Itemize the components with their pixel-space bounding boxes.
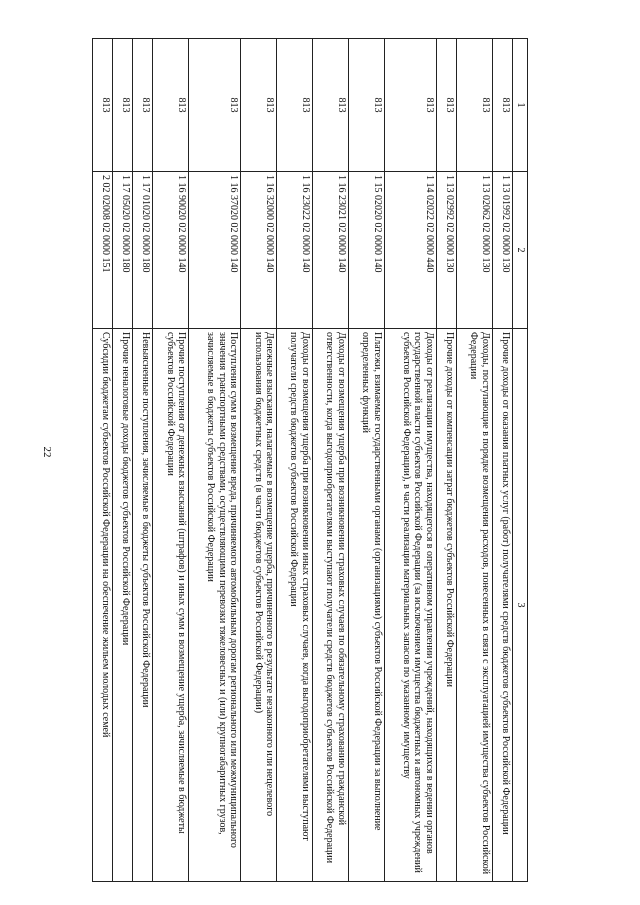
revenue-code-cell: 1 17 01020 02 0000 180 [133, 172, 153, 329]
revenue-name-cell: Доходы от возмещения ущерба при возникновении страховых случаев по обязательному страхованию гражданской ответственности, когда выгодоприобретателями выступают получатели средств бюджетов субъектов Российской Федерации [313, 329, 349, 882]
revenue-name-cell: Поступления сумм в возмещение вреда, причиняемого автомобильным дорогам регионального или межмуниципального значения транспортными средствами, осуществляющими перевозки тяжеловесных и (или) крупногабаритных грузов, зачисляемые в бюджеты субъектов Российской Федерации [189, 329, 241, 882]
revenue-code-cell: 1 16 37020 02 0000 140 [189, 172, 241, 329]
admin-code-cell: 813 [241, 39, 277, 172]
revenue-name-cell: Прочие поступления от денежных взысканий (штрафов) и иных сумм в возмещение ущерба, зачисляемые в бюджеты субъектов Российской Федерации [153, 329, 189, 882]
admin-code-cell: 813 [277, 39, 313, 172]
revenue-code-cell: 1 14 02022 02 0000 440 [385, 172, 437, 329]
admin-code-cell: 813 [436, 39, 456, 172]
revenue-code-cell: 1 16 90020 02 0000 140 [153, 172, 189, 329]
admin-code-cell: 813 [492, 39, 512, 172]
header-col-3: 3 [513, 329, 528, 882]
revenue-name-cell: Субсидии бюджетам субъектов Российской Федерации на обеспечение жильем молодых семей [93, 329, 113, 882]
revenue-code-cell: 1 17 05020 02 0000 180 [113, 172, 133, 329]
table-row [277, 39, 313, 882]
revenue-name-cell: Невыясненные поступления, зачисляемые в бюджеты субъектов Российской Федерации [133, 329, 153, 882]
admin-code-cell: 813 [133, 39, 153, 172]
admin-code-cell: 813 [189, 39, 241, 172]
revenue-code-cell: 1 16 23022 02 0000 140 [277, 172, 313, 329]
table-row [133, 39, 153, 882]
revenue-code-cell: 1 15 02020 02 0000 140 [349, 172, 385, 329]
admin-code-cell: 813 [349, 39, 385, 172]
table-row [153, 39, 189, 882]
revenue-code-cell: 1 16 32000 02 0000 140 [241, 172, 277, 329]
table-row [492, 39, 512, 882]
admin-code-cell: 813 [153, 39, 189, 172]
table-row [349, 39, 385, 882]
admin-code-cell: 813 [456, 39, 492, 172]
revenue-code-cell: 1 13 02062 02 0000 130 [456, 172, 492, 329]
page-number: 22 [41, 446, 53, 458]
table-row [313, 39, 349, 882]
revenue-name-cell: Доходы, поступающие в порядке возмещения расходов, понесенных в связи с эксплуатацией имущества субъектов Российской Федерации [456, 329, 492, 882]
admin-code-cell: 813 [93, 39, 113, 172]
header-col-1: 1 [513, 39, 528, 172]
revenue-code-cell: 1 13 01992 02 0000 130 [492, 172, 512, 329]
revenue-code-cell: 1 13 02992 02 0000 130 [436, 172, 456, 329]
revenue-name-cell: Платежи, взимаемые государственными органами (организациями) субъектов Российской Федерации за выполнение определенных функций [349, 329, 385, 882]
table-row [93, 39, 113, 882]
revenue-name-cell: Прочие доходы от компенсации затрат бюджетов субъектов Российской Федерации [436, 329, 456, 882]
revenue-name-cell: Доходы от возмещения ущерба при возникновении иных страховых случаев, когда выгодоприобретателями выступают получатели средств бюджетов субъектов Российской Федерации [277, 329, 313, 882]
table-row [241, 39, 277, 882]
admin-code-cell: 813 [313, 39, 349, 172]
admin-code-cell: 813 [113, 39, 133, 172]
admin-code-cell: 813 [385, 39, 437, 172]
rotated-table-wrapper [92, 38, 528, 882]
table-row [113, 39, 133, 882]
table-row [436, 39, 456, 882]
revenue-name-cell: Прочие неналоговые доходы бюджетов субъектов Российской Федерации [113, 329, 133, 882]
revenue-name-cell: Денежные взыскания, налагаемые в возмещение ущерба, причиненного в результате незаконного или нецелевого использования бюджетных средств (в части бюджетов субъектов Российской Федерации) [241, 329, 277, 882]
revenue-code-cell: 2 02 02008 02 0000 151 [93, 172, 113, 329]
table-row [189, 39, 241, 882]
income-codes-table [92, 38, 528, 882]
header-col-2: 2 [513, 172, 528, 329]
revenue-name-cell: Доходы от реализации имущества, находящегося в оперативном управлении учреждений, находящихся в ведении органов государственной власти субъектов Российской Федерации (за исключением имущества бюджетных и автономных учреждений субъектов Российской Федерации), в части реализации материальных запасов по указанному имуществу [385, 329, 437, 882]
revenue-name-cell: Прочие доходы от оказания платных услуг (работ) получателями средств бюджетов субъектов Российской Федерации [492, 329, 512, 882]
table-row [385, 39, 437, 882]
revenue-code-cell: 1 16 23021 02 0000 140 [313, 172, 349, 329]
table-row [456, 39, 492, 882]
table-header-row [513, 39, 528, 882]
